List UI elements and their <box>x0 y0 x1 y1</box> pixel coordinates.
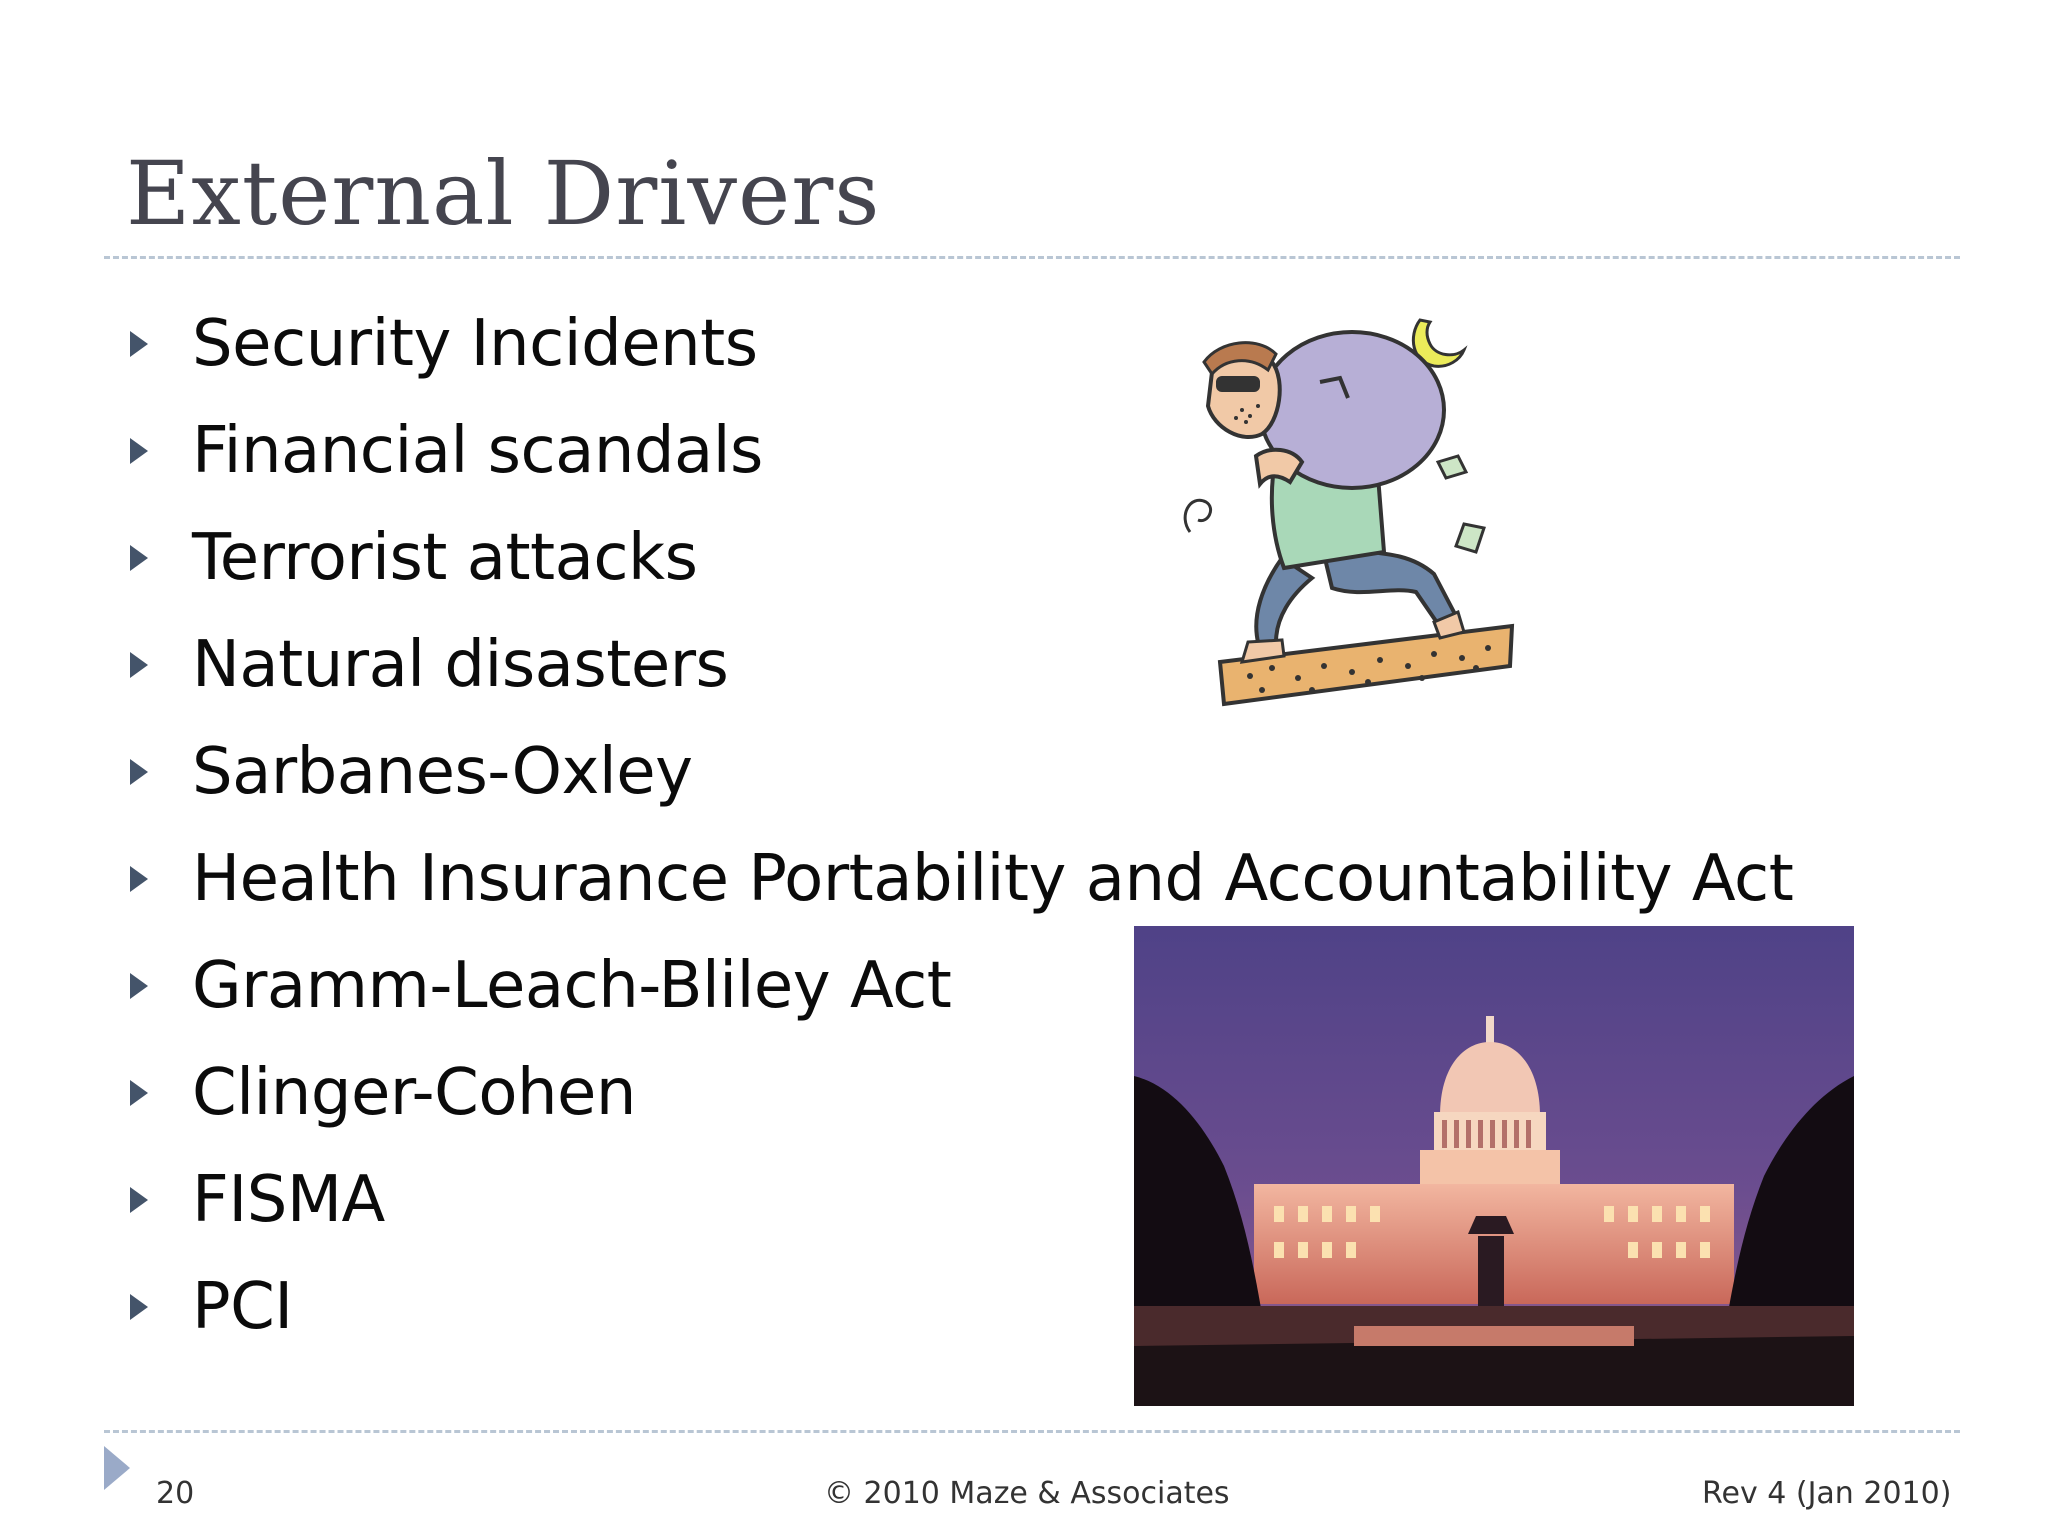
triangle-bullet-icon <box>130 973 148 999</box>
bullet-item <box>126 290 1793 397</box>
bullet-text: Financial scandals <box>192 413 763 488</box>
triangle-bullet-icon <box>130 759 148 785</box>
triangle-bullet-icon <box>130 331 148 357</box>
title-divider <box>104 256 1960 259</box>
slide-title: External Drivers <box>126 142 881 245</box>
triangle-bullet-icon <box>130 652 148 678</box>
burglar-clipart-icon <box>1172 306 1532 726</box>
copyright-text: © 2010 Maze & Associates <box>824 1476 1230 1511</box>
triangle-bullet-icon <box>130 1294 148 1320</box>
bullet-text: Terrorist attacks <box>192 520 698 595</box>
play-arrow-icon <box>104 1446 130 1490</box>
footer-divider <box>104 1430 1960 1433</box>
page-number: 20 <box>156 1476 195 1511</box>
bullet-text: Security Incidents <box>192 306 758 381</box>
bullet-item <box>126 825 1793 932</box>
bullet-text: Natural disasters <box>192 627 729 702</box>
bullet-item <box>126 397 1793 504</box>
triangle-bullet-icon <box>130 438 148 464</box>
bullet-text: Clinger-Cohen <box>192 1055 636 1130</box>
bullet-item <box>126 718 1793 825</box>
triangle-bullet-icon <box>130 545 148 571</box>
revision-text: Rev 4 (Jan 2010) <box>1702 1476 1952 1511</box>
capitol-building-photo <box>1134 926 1854 1406</box>
bullet-text: Health Insurance Portability and Accountability Act <box>192 841 1794 916</box>
bullet-text: FISMA <box>192 1162 385 1237</box>
bullet-text: PCI <box>192 1269 293 1344</box>
bullet-item <box>126 611 1793 718</box>
triangle-bullet-icon <box>130 1187 148 1213</box>
triangle-bullet-icon <box>130 1080 148 1106</box>
bullet-text: Sarbanes-Oxley <box>192 734 693 809</box>
bullet-text: Gramm-Leach-Bliley Act <box>192 948 952 1023</box>
bullet-item <box>126 504 1793 611</box>
triangle-bullet-icon <box>130 866 148 892</box>
